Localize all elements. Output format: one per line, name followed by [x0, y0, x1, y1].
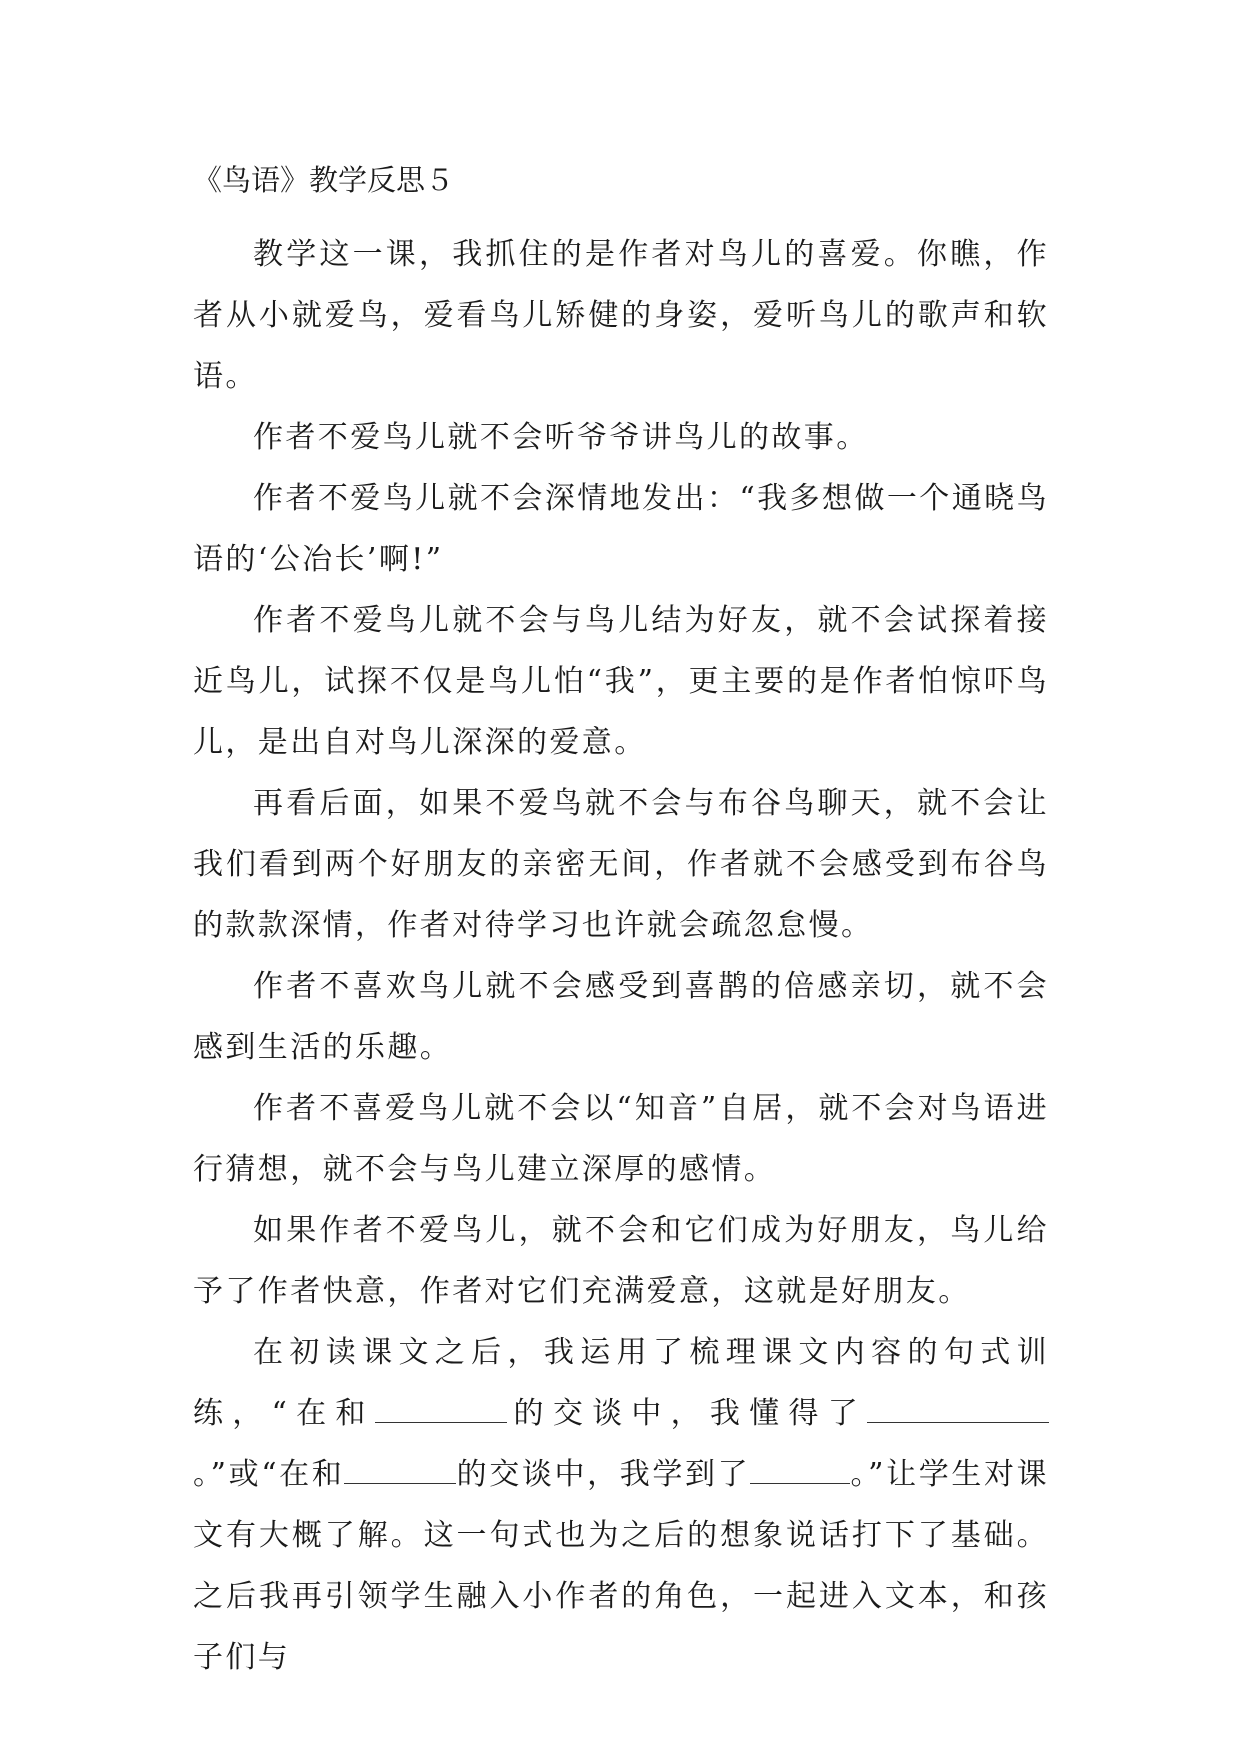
fill-blank-line [867, 1396, 1049, 1423]
fill-blank-line [344, 1457, 456, 1484]
paragraph-9-text-5: 。”让学生对课文有大概了解。这一句式也为之后的想象说话打下了基础。之后我再引领学生融入小作者的角色，一起进入文本，和孩子们与 [193, 1457, 1050, 1675]
paragraph-8: 如果作者不爱鸟儿，就不会和它们成为好朋友，鸟儿给予了作者快意，作者对它们充满爱意，这就是好朋友。 [193, 1213, 1049, 1309]
fill-blank-line [750, 1457, 850, 1484]
document-title: 《鸟语》教学反思５ [193, 163, 455, 197]
paragraph-9-text-3: 。”或“在和 [193, 1457, 345, 1492]
paragraph-6: 作者不喜欢鸟儿就不会感受到喜鹊的倍感亲切，就不会感到生活的乐趣。 [193, 969, 1049, 1065]
paragraph-5: 再看后面，如果不爱鸟就不会与布谷鸟聊天，就不会让我们看到两个好朋友的亲密无间，作者就不会感受到布谷鸟的款款深情，作者对待学习也许就会疏忽怠慢。 [193, 786, 1049, 943]
document-page [193, 163, 1049, 1688]
paragraph-7: 作者不喜爱鸟儿就不会以“知音”自居，就不会对鸟语进行猜想，就不会与鸟儿建立深厚的感情。 [193, 1091, 1049, 1187]
fill-blank-line [375, 1396, 507, 1423]
paragraph-3: 作者不爱鸟儿就不会深情地发出：“我多想做一个通晓鸟语的‘公冶长’啊!” [193, 481, 1049, 577]
paragraph-9-text-4: 的交谈中，我学到了 [456, 1457, 751, 1492]
paragraph-2: 作者不爱鸟儿就不会听爷爷讲鸟儿的故事。 [253, 420, 869, 455]
paragraph-1: 教学这一课，我抓住的是作者对鸟儿的喜爱。你瞧，作者从小就爱鸟，爱看鸟儿矫健的身姿，爱听鸟儿的歌声和软语。 [193, 237, 1049, 394]
paragraph-9-text-1: 在初读课文之后，我运用了梳理课文内容的句式训练，“在和 [193, 1335, 1049, 1431]
paragraph-4: 作者不爱鸟儿就不会与鸟儿结为好友，就不会试探着接近鸟儿，试探不仅是鸟儿怕“我”，更主要的是作者怕惊吓鸟儿，是出自对鸟儿深深的爱意。 [193, 603, 1049, 760]
paragraph-9 [193, 1322, 1049, 1688]
paragraph-9-text-2: 的交谈中，我懂得了 [506, 1396, 867, 1431]
